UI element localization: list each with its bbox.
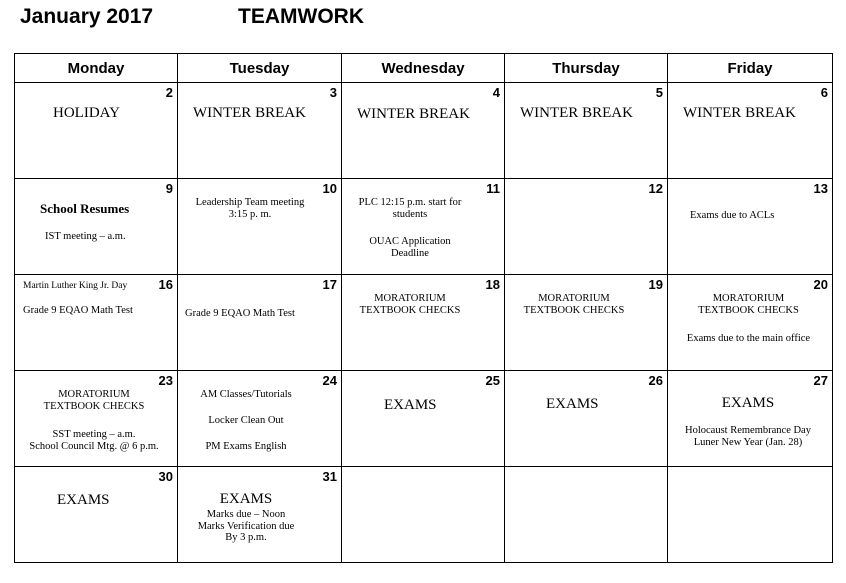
day-number: 19 [648,277,663,292]
day-cell [342,467,505,563]
day-cell [178,275,342,371]
day-number: 18 [485,277,500,292]
day-event: IST meeting – a.m. [45,231,126,242]
day-number: 24 [322,373,337,388]
day-cell [668,371,833,467]
day-cell [15,83,178,179]
day-event: Martin Luther King Jr. Day [23,281,128,291]
day-event: Grade 9 EQAO Math Test [185,308,295,319]
day-event: Exams due to ACLs [690,210,775,221]
day-cell [15,371,178,467]
day-cell [15,275,178,371]
calendar-month: January 2017 [20,5,154,28]
day-event: MORATORIUM TEXTBOOK CHECKS [523,293,625,316]
day-event: Grade 9 EQAO Math Test [23,305,133,316]
week-row [15,467,833,563]
day-number: 23 [158,373,173,388]
day-event: Holocaust Remembrance Day Luner New Year (Jan. 28) [685,425,811,448]
day-event: MORATORIUM TEXTBOOK CHECKS [698,293,799,316]
week-row [15,83,833,179]
day-event: SST meeting – a.m. School Council Mtg. @ 6 p.m. [29,429,159,452]
day-event: MORATORIUM TEXTBOOK CHECKS [43,389,145,412]
weekday-thursday: Thursday [505,54,668,83]
day-cell [668,275,833,371]
day-number: 30 [158,469,173,484]
day-number: 11 [486,181,500,196]
day-cell [178,371,342,467]
week-row [15,179,833,275]
day-cell [668,83,833,179]
day-number: 13 [813,181,828,196]
day-number: 27 [813,373,828,388]
day-number: 20 [813,277,828,292]
weekday-header-row [15,54,833,83]
day-number: 3 [329,85,337,100]
day-cell [178,83,342,179]
day-event: MORATORIUM TEXTBOOK CHECKS [359,293,461,316]
day-cell [505,275,668,371]
week-row [15,371,833,467]
day-event: Locker Clean Out [208,415,284,426]
weekday-wednesday: Wednesday [342,54,505,83]
day-event: AM Classes/Tutorials [200,389,292,400]
day-cell [342,371,505,467]
day-cell [505,83,668,179]
day-event: EXAMS [57,492,110,508]
day-event: PM Exams English [205,441,287,452]
day-event: Marks due – Noon Marks Verification due By 3 p.m. [197,509,295,544]
weekday-monday: Monday [15,54,178,83]
day-event: School Resumes [40,201,130,216]
day-event: HOLIDAY [53,105,120,121]
day-number: 31 [322,469,337,484]
day-number: 25 [485,373,500,388]
day-cell [505,467,668,563]
day-number: 10 [322,181,337,196]
day-number: 2 [165,85,173,100]
day-event: EXAMS [384,397,437,413]
day-event: WINTER BREAK [520,105,633,121]
week-row [15,275,833,371]
day-cell [178,467,342,563]
day-number: 4 [492,85,500,100]
day-cell [505,179,668,275]
day-event: EXAMS [721,395,775,411]
calendar-title: TEAMWORK [238,5,364,28]
day-event: WINTER BREAK [357,106,470,122]
day-event: WINTER BREAK [683,105,796,121]
day-cell [342,83,505,179]
day-cell [15,179,178,275]
day-cell [505,371,668,467]
day-event: Leadership Team meeting 3:15 p. m. [195,197,305,220]
day-number: 9 [165,181,173,196]
day-event: Exams due to the main office [686,333,811,344]
day-cell [342,275,505,371]
calendar-grid [14,53,833,563]
day-number: 16 [158,277,173,292]
day-event: EXAMS [546,396,599,412]
day-event: WINTER BREAK [193,105,306,121]
day-cell [668,467,833,563]
day-cell [342,179,505,275]
day-number: 26 [648,373,663,388]
day-event: OUAC Application Deadline [369,236,451,259]
day-cell [668,179,833,275]
day-number: 17 [322,277,337,292]
day-event: EXAMS [219,491,273,507]
day-number: 6 [820,85,828,100]
weekday-friday: Friday [668,54,833,83]
day-cell [15,467,178,563]
day-number: 12 [648,181,663,196]
day-number: 5 [655,85,663,100]
day-event: PLC 12:15 p.m. start for students [358,197,462,220]
day-cell [178,179,342,275]
weekday-tuesday: Tuesday [178,54,342,83]
